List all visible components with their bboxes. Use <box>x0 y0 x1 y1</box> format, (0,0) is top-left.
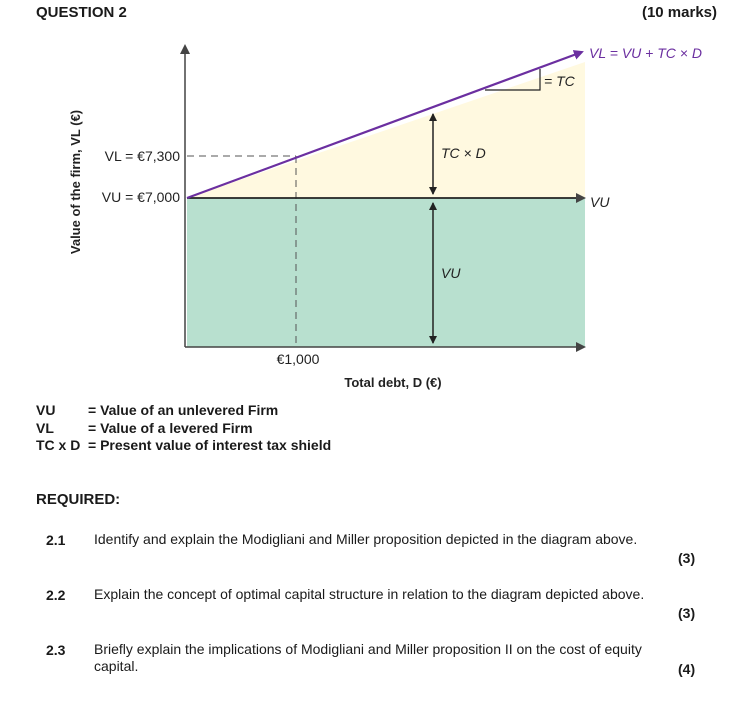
question-text-2-2: Explain the concept of optimal capital structure in relation to the diagram depicted above. <box>94 586 645 602</box>
question-title: QUESTION 2 <box>36 4 127 21</box>
question-marks: (10 marks) <box>641 4 717 21</box>
y-tick-vu: VU = €7,000 <box>101 189 180 205</box>
question-number-2-3: 2.3 <box>46 642 66 658</box>
y-tick-vl: VL = €7,300 <box>104 148 180 164</box>
definition-tcd-abbr: TC x D <box>36 437 81 453</box>
definition-vl-text: = Value of a levered Firm <box>88 420 253 436</box>
definition-vl-abbr: VL <box>36 420 54 436</box>
tax-shield-area <box>187 62 585 198</box>
x-tick-debt: €1,000 <box>276 351 320 367</box>
question-number-2-1: 2.1 <box>46 532 66 548</box>
unlevered-label: VU <box>441 265 461 281</box>
question-marks-2-3: (4) <box>678 661 696 677</box>
question-text-2-1: Identify and explain the Modigliani and Miller proposition depicted in the diagram above. <box>94 531 638 547</box>
question-number-2-2: 2.2 <box>46 587 66 603</box>
x-axis-label: Total debt, D (€) <box>344 375 442 390</box>
question-marks-2-1: (3) <box>678 550 696 566</box>
definition-vu-abbr: VU <box>36 402 56 418</box>
unlevered-value-area <box>187 198 585 347</box>
required-heading: REQUIRED: <box>36 491 121 508</box>
y-axis-label: Value of the firm, VL (€) <box>68 109 83 255</box>
question-text-2-3: Briefly explain the implications of Modigliani and Miller proposition II on the cost of equity capital. <box>94 641 642 674</box>
vu-line-label: VU <box>590 194 610 210</box>
tax-shield-label: TC × D <box>441 145 486 161</box>
question-marks-2-2: (3) <box>678 605 696 621</box>
definition-vu-text: = Value of an unlevered Firm <box>88 402 279 418</box>
vl-line-label: VL = VU + TC × D <box>589 45 702 61</box>
slope-label: = TC <box>544 73 575 89</box>
definition-tcd-text: = Present value of interest tax shield <box>88 437 332 453</box>
